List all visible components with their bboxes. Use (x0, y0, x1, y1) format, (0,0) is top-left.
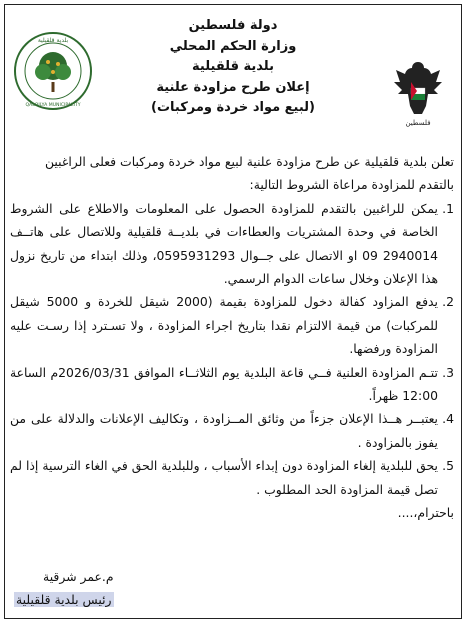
signer-title: رئيس بلدية قلقيلية (16, 592, 112, 607)
palestine-eagle-emblem-icon (392, 56, 444, 130)
seal-bottom-text: QALQILYA MUNICIPALITY (25, 103, 81, 108)
signer-name: م.عمر شرقية (43, 569, 114, 584)
condition-item-2 (10, 290, 454, 360)
announcement-subtitle: (لبيع مواد خردة ومركبات) (151, 100, 315, 115)
announcement-title: إعلان طرح مزاودة علنية (156, 79, 310, 95)
condition-item-5 (10, 454, 454, 501)
condition-number: 2. (442, 294, 454, 310)
header (0, 8, 466, 142)
announcement-body (10, 150, 454, 525)
condition-number: 5. (442, 458, 454, 474)
header-text-block (120, 16, 346, 119)
qalqilya-municipality-seal-icon (12, 30, 94, 112)
signature-block (14, 565, 114, 611)
condition-text: يعتبــر هــذا الإعلان جزءاً من وثائق المــزاودة ، وتكاليف الإعلانات والدلالة على من يفوز بالمزاودة . (10, 411, 438, 450)
condition-text: يدفع المزاود كفالة دخول للمزاودة بقيمة (2000 شيقل للخردة و 5000 شيقل للمركبات) من قيمة الالتزام نقدا بتاريخ اجراء المزاودة ، ولا تسـترد إذا رسـت عليه المزاودة ورفضها. (10, 294, 438, 357)
intro-paragraph: تعلن بلدية قلقيلية عن طرح مزاودة علنية لبيع مواد خردة ومركبات فعلى الراغبين بالتقدم للمزاودة مراعاة الشروط التالية: (44, 154, 454, 193)
condition-item-1 (10, 197, 454, 291)
condition-number: 4. (442, 411, 454, 427)
condition-item-4 (10, 407, 454, 454)
condition-item-3 (10, 361, 454, 408)
condition-text: يمكن للراغبين بالتقدم للمزاودة الحصول على المعلومات والاطلاع على الشروط الخاصة في وحدة المشتريات والعطاءات في بلديــة قلقيلية وللاتصال على هاتــف 2940014 09 او الاتصال على جــوال 0595931293، وذلك ابتداء من تاريخ نزول هذا الإعلان وخلال ساعات الدوام الرسمي. (10, 200, 438, 287)
country-name: دولة فلسطين (188, 18, 278, 33)
condition-text: يحق للبلدية إلغاء المزاودة دون إبداء الأسباب ، وللبلدية الحق في الغاء الترسية إذا لم تصل قيمة المزاودة الحد المطلوب . (10, 458, 438, 497)
emblem-caption: فلسطين (405, 119, 431, 127)
condition-number: 3. (442, 364, 454, 380)
condition-text: تتـم المزاودة العلنية فــي قاعة البلدية يوم الثلاثــاء الموافق 2026/03/31م الساعة 12:00 ظهراً. (10, 364, 438, 404)
seal-top-text: بلدية قلقيلية (37, 37, 69, 44)
municipality-name: بلدية قلقيلية (192, 59, 274, 74)
closing-text: باحترام،.... (397, 505, 454, 521)
ministry-name: وزارة الحكم المحلي (169, 38, 297, 54)
condition-number: 1. (442, 200, 454, 216)
